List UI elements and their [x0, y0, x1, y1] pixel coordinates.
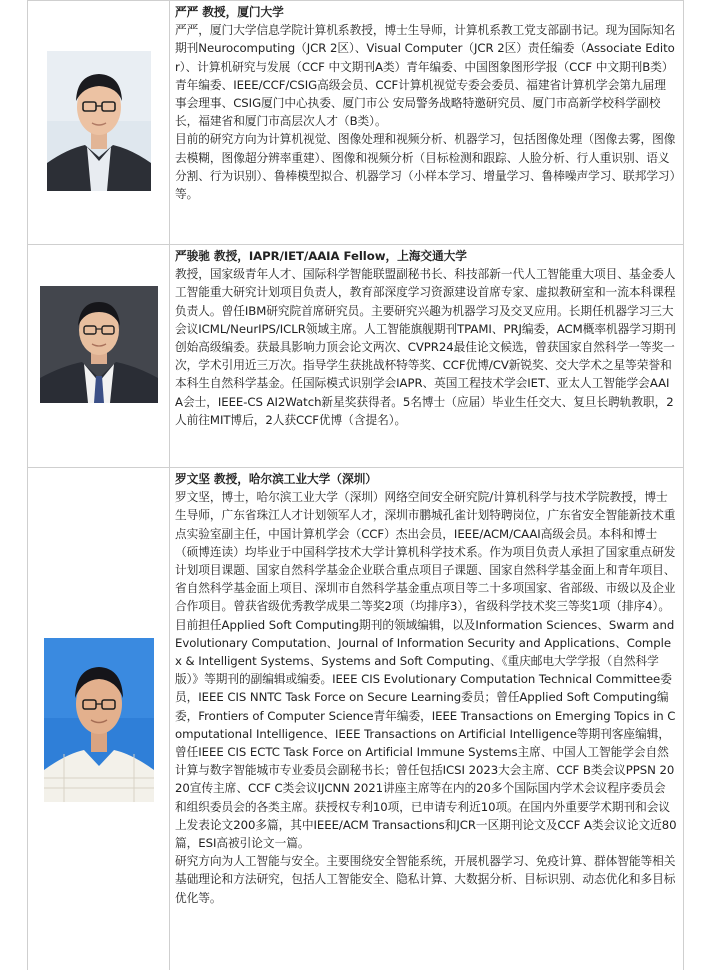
profile-paragraph: 研究方向为人工智能与安全。主要围绕安全智能系统，开展机器学习、免疫计算、群体智能等相关基础理论和方法研究，包括人工智能安全、隐私计算、大数据分析、目标识别、动态优化和多目标优化等。: [175, 854, 676, 905]
table-row: [28, 0, 683, 244]
table-row: [28, 244, 683, 467]
portrait-image: [47, 51, 151, 191]
table-row: [28, 467, 683, 970]
portrait-image: [40, 286, 158, 403]
portrait-photo: [47, 51, 151, 191]
portrait-photo: [40, 286, 158, 403]
profile-text: [170, 468, 683, 970]
profile-text: [170, 245, 683, 467]
profile-paragraph: 罗文坚，博士，哈尔滨工业大学（深圳）网络空间安全研究院/计算机科学与技术学院教授，博士生导师，广东省珠江人才计划领军人才，深圳市鹏城孔雀计划特聘岗位，广东省安全智能新技术重点实验室副主任，中国计算机学会（CCF）杰出会员，IEEE/ACM/CAAI高级会员。本科和博士（硕博连读）均毕业于中国科学技术大学计算机科学技术系。作为项目负责人承担了国家重点研发计划项目课题、国家自然科学基金企业联合重点项目子课题、国家自然科学基金面上和青年项目、省自然科学基金面上项目、深圳市自然科学基金重点项目等二十多项国家、省部级、市级以及企业合作项目。曾获省级优秀教学成果二等奖2项（均排序3），省级科学技术奖三等奖1项（排序4）。目前担任Applied Soft Computing期刊的领域编辑，以及Information Sciences、Swarm and Evolutionary Computation、Journal of Information Security and Applications、Complex & Intelligent Systems、Systems and Soft Computing、《重庆邮电大学学报（自然科学版）》等期刊的副编辑或编委。IEEE CIS Evolutionary Computation Technical Committee委员，IEEE CIS NNTC Task Force on Secure Learning委员；曾任Applied Soft Computing编委，Frontiers of Computer Science青年编委，IEEE Transactions on Emerging Topics in Computational Intelligence、IEEE Transactions on Artificial Intelligence等期刊客座编辑，曾任IEEE CIS ECTC Task Force on Artificial Immune Systems主席、中国人工智能学会自然计算与数字智能城市专业委员会副秘书长；曾任包括ICSI 2023大会主席、CCF B类会议PPSN 2020宣传主席、CCF C类会议IJCNN 2021讲座主席等在内的20多个国际国内学术会议程序委员会和组织委员会的各类主席。获授权专利10项，已申请专利近10项。在国内外重要学术期刊和会议上发表论文200多篇，其中IEEE/ACM Transactions和JCR一区期刊论文及CCF A类会议论文近80篇，ESI高被引论文一篇。: [175, 490, 677, 851]
profile-text: [170, 1, 683, 244]
profile-paragraph: 严严，厦门大学信息学院计算机系教授，博士生导师，计算机系教工党支部副书记。现为国际知名期刊Neurocomputing（JCR 2区）、Visual Computer（JCR 2区）责任编委（Associate Editor）、计算机研究与发展（CCF 中文期刊A类）青年编委、中国图象图形学报（CCF 中文期刊B类）青年编委、IEEE/CCF/CSIG高级会员、CCF计算机视觉专委会委员、福建省计算机学会第九届理事会理事、CSIG厦门中心执委、厦门市公 安局警务战略特邀研究员、厦门市高新学校科学副校长，福建省和厦门市高层次人才（B类）。: [175, 23, 676, 129]
profile-paragraph: 目前的研究方向为计算机视觉、图像处理和视频分析、机器学习，包括图像处理（图像去雾，图像去模糊，图像超分辨率重建）、图像和视频分析（目标检测和跟踪、人脸分析、行人重识别、语义分割、行为识别）、鲁棒模型拟合、机器学习（小样本学习、增量学习、鲁棒噪声学习、联邦学习）等。: [175, 132, 676, 202]
profile-paragraph: 教授，国家级青年人才、国际科学智能联盟副秘书长、科技部新一代人工智能重大项目、基金委人工智能重大研究计划项目负责人，教育部深度学习资源建设首席专家、虚拟教研室和一流本科课程负责人。曾任IBM研究院首席研究员。主要研究兴趣为机器学习及交叉应用。长期任机器学习三大会议ICML/NeurIPS/ICLR领域主席。人工智能旗舰期刊TPAMI、PRJ编委，ACM概率机器学习期刊创始高级编委。获最具影响力顶会论文两次、CVPR24最佳论文候选，曾获国家自然科学一等奖一次，学术引用近三万次。指导学生获挑战杯特等奖、CCF优博/CV新锐奖、交大学术之星等荣誉和本科生自然科学基金。任国际模式识别学会IAPR、英国工程技术学会IET、亚太人工智能学会AAIA会士，IEEE-CS AI2Watch新星奖获得者。5名博士（应届）毕业生任交大、复旦长聘轨教职，2人前往MIT博后，2人获CCF优博（含提名）。: [175, 267, 676, 427]
profile-name: 严骏驰 教授，IAPR/IET/AAIA Fellow，上海交通大学: [175, 249, 467, 263]
photo-cell: [28, 245, 170, 467]
portrait-photo: [44, 638, 154, 802]
photo-cell: [28, 1, 170, 244]
portrait-image: [44, 638, 154, 802]
profile-name: 严严 教授，厦门大学: [175, 5, 284, 19]
profile-table: [27, 0, 684, 970]
photo-cell: [28, 468, 170, 970]
profile-name: 罗文坚 教授，哈尔滨工业大学（深圳）: [175, 472, 377, 486]
